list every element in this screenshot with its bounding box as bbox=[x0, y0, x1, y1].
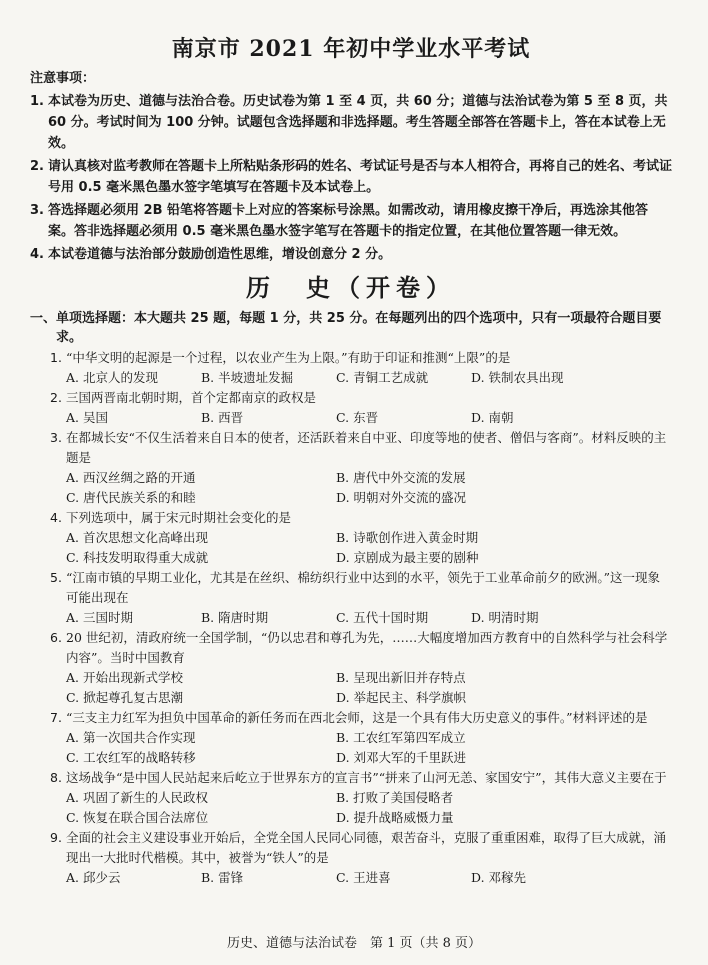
answer-option: D. 举起民主、科学旗帜 bbox=[336, 690, 467, 705]
question-text: 三国两晋南北朝时期，首个定都南京的政权是 bbox=[66, 390, 317, 405]
question-text: 在都城长安“不仅生活着来自日本的使者，还活跃着来自中亚、印度等地的使者、僧侣与客商”。材料反映的主题是 bbox=[66, 430, 667, 465]
question-item bbox=[30, 348, 672, 388]
question-stem bbox=[30, 628, 672, 668]
notice-text: 本试卷道德与法治部分鼓励创造性思维，增设创意分 2 分。 bbox=[48, 247, 392, 262]
answer-option: B. 诗歌创作进入黄金时期 bbox=[336, 530, 479, 545]
question-text: 这场战争“是中国人民站起来后屹立于世界东方的宣言书”“拼来了山河无恙、家国安宁”，其伟大意义主要在于 bbox=[66, 770, 667, 785]
question-text: “三支主力红军为担负中国革命的新任务而在西北会师，这是一个具有伟大历史意义的事件。”材料评述的是 bbox=[66, 710, 648, 725]
answer-option: C. 五代十国时期 bbox=[336, 610, 429, 625]
option-list bbox=[30, 668, 672, 708]
option-list bbox=[30, 868, 672, 888]
answer-option: D. 刘邓大军的千里跃进 bbox=[336, 750, 467, 765]
answer-option: A. 邱少云 bbox=[66, 870, 121, 885]
question-number: 8. bbox=[50, 770, 62, 785]
option-list bbox=[30, 368, 672, 388]
answer-option: A. 首次思想文化高峰出现 bbox=[66, 530, 208, 545]
question-text: “中华文明的起源是一个过程，以农业产生为上限。”有助于印证和推测“上限”的是 bbox=[66, 350, 511, 365]
section-heading bbox=[30, 309, 672, 347]
answer-option: A. 吴国 bbox=[66, 410, 108, 425]
question-number: 7. bbox=[50, 710, 62, 725]
question-text: 20 世纪初，清政府统一全国学制，“仍以忠君和尊孔为先，……大幅度增加西方教育中的自然科学与社会科学内容”。当时中国教育 bbox=[66, 630, 668, 665]
exam-title: 南京市 2021 年初中学业水平考试 bbox=[171, 36, 531, 62]
notice-text: 请认真核对监考教师在答题卡上所粘贴条形码的姓名、考试证号是否与本人相符合，再将自己的姓名、考试证号用 0.5 毫米黑色墨水签字笔填写在答题卡及本试卷上。 bbox=[48, 159, 673, 195]
question-number: 1. bbox=[50, 350, 62, 365]
notice-item bbox=[30, 244, 672, 265]
option-list bbox=[30, 528, 672, 568]
notice-item bbox=[30, 200, 672, 242]
question-stem bbox=[30, 708, 672, 728]
question-stem bbox=[30, 568, 672, 608]
answer-option: B. 西晋 bbox=[201, 410, 244, 425]
answer-option: B. 打败了美国侵略者 bbox=[336, 790, 454, 805]
notice-text: 答选择题必须用 2B 铅笔将答题卡上对应的答案标号涂黑。如需改动，请用橡皮擦干净后，再选涂其他答案。答非选择题必须用 0.5 毫米黑色墨水签字笔写在答题卡的指定位置，在其他位置答题一律无效。 bbox=[48, 203, 649, 239]
question-item bbox=[30, 428, 672, 508]
answer-option: C. 青铜工艺成就 bbox=[336, 370, 429, 385]
notice-number: 3. bbox=[30, 203, 44, 218]
answer-option: D. 铁制农具出现 bbox=[471, 370, 564, 385]
answer-option: B. 隋唐时期 bbox=[201, 610, 269, 625]
answer-option: D. 南朝 bbox=[471, 410, 514, 425]
answer-option: B. 半坡遗址发掘 bbox=[201, 370, 294, 385]
notice-item bbox=[30, 156, 672, 198]
section-number: 一、 bbox=[30, 311, 57, 326]
answer-option: D. 提升战略威慑力量 bbox=[336, 810, 454, 825]
answer-option: C. 掀起尊孔复古思潮 bbox=[66, 690, 184, 705]
question-number: 3. bbox=[50, 430, 62, 445]
section-instructions: 单项选择题：本大题共 25 题，每题 1 分，共 25 分。在每题列出的四个选项中，只有一项最符合题目要求。 bbox=[56, 311, 662, 345]
question-stem bbox=[30, 428, 672, 468]
answer-option: C. 东晋 bbox=[336, 410, 379, 425]
option-list bbox=[30, 468, 672, 508]
question-number: 4. bbox=[50, 510, 62, 525]
answer-option: B. 呈现出新旧并存特点 bbox=[336, 670, 466, 685]
question-stem bbox=[30, 348, 672, 368]
notice-text: 本试卷为历史、道德与法治合卷。历史试卷为第 1 至 4 页，共 60 分；道德与法治试卷为第 5 至 8 页，共 60 分。考试时间为 100 分钟。试题包含选择题和非选择题。考生答题全部答在答题卡上，答在本试卷上无效。 bbox=[48, 94, 668, 151]
question-item bbox=[30, 568, 672, 628]
answer-option: C. 科技发明取得重大成就 bbox=[66, 550, 209, 565]
answer-option: D. 明朝对外交流的盛况 bbox=[336, 490, 467, 505]
notice-item bbox=[30, 91, 672, 154]
option-list bbox=[30, 728, 672, 768]
question-text: 全面的社会主义建设事业开始后，全党全国人民同心同德，艰苦奋斗，克服了重重困难，取得了巨大成就，涌现出一大批时代楷模。其中，被誉为“铁人”的是 bbox=[66, 830, 667, 865]
question-stem bbox=[30, 828, 672, 868]
answer-option: A. 巩固了新生的人民政权 bbox=[66, 790, 208, 805]
answer-option: B. 雷锋 bbox=[201, 870, 244, 885]
notice-heading: 注意事项： bbox=[30, 71, 96, 86]
answer-option: D. 邓稼先 bbox=[471, 870, 527, 885]
page-footer: 历史、道德与法治试卷 第 1 页（共 8 页） bbox=[226, 936, 482, 951]
answer-option: A. 第一次国共合作实现 bbox=[66, 730, 196, 745]
answer-option: A. 北京人的发现 bbox=[66, 370, 158, 385]
notice-number: 1. bbox=[30, 94, 44, 109]
answer-option: B. 唐代中外交流的发展 bbox=[336, 470, 466, 485]
notice-list bbox=[30, 91, 672, 265]
answer-option: A. 三国时期 bbox=[66, 610, 133, 625]
question-text: 下列选项中，属于宋元时期社会变化的是 bbox=[66, 510, 292, 525]
question-number: 2. bbox=[50, 390, 62, 405]
answer-option: C. 工农红军的战略转移 bbox=[66, 750, 196, 765]
subject-title: 历 史（开卷） bbox=[246, 273, 456, 302]
question-list bbox=[30, 348, 672, 888]
option-list bbox=[30, 408, 672, 428]
question-number: 5. bbox=[50, 570, 62, 585]
question-stem bbox=[30, 768, 672, 788]
answer-option: C. 恢复在联合国合法席位 bbox=[66, 810, 209, 825]
question-item bbox=[30, 828, 672, 888]
question-stem bbox=[30, 388, 672, 408]
notice-number: 2. bbox=[30, 159, 44, 174]
answer-option: C. 王进喜 bbox=[336, 870, 391, 885]
question-item bbox=[30, 388, 672, 428]
option-list bbox=[30, 788, 672, 828]
answer-option: B. 工农红军第四军成立 bbox=[336, 730, 466, 745]
option-list bbox=[30, 608, 672, 628]
answer-option: C. 唐代民族关系的和睦 bbox=[66, 490, 196, 505]
answer-option: A. 西汉丝绸之路的开通 bbox=[66, 470, 196, 485]
question-stem bbox=[30, 508, 672, 528]
question-item bbox=[30, 708, 672, 768]
answer-option: A. 开始出现新式学校 bbox=[66, 670, 183, 685]
question-text: “江南市镇的早期工业化，尤其是在丝织、棉纺织行业中达到的水平，领先于工业革命前夕的欧洲。”这一现象可能出现在 bbox=[66, 570, 661, 605]
question-item bbox=[30, 628, 672, 708]
answer-option: D. 京剧成为最主要的剧种 bbox=[336, 550, 479, 565]
question-item bbox=[30, 768, 672, 828]
question-item bbox=[30, 508, 672, 568]
question-number: 6. bbox=[50, 630, 62, 645]
question-number: 9. bbox=[50, 830, 62, 845]
answer-option: D. 明清时期 bbox=[471, 610, 539, 625]
notice-number: 4. bbox=[30, 247, 44, 262]
